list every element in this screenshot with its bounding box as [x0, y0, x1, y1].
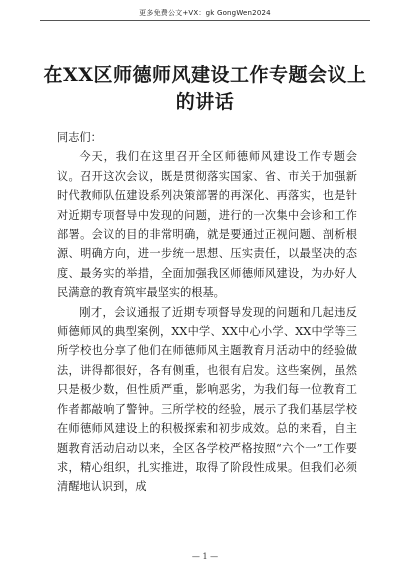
header-banner: 更多免费公文+VX：gk GongWen2024 [139, 9, 271, 17]
document-body [57, 128, 357, 497]
body-paragraph-1: 今天，我们在这里召开全区师德师风建设工作专题会议。召开这次会议，既是贯彻落实国家、省、市关于加强新时代教师队伍建设系列决策部署的再深化、再落实，也是针对近期专项督导中发现的问题，进行的一次集中会诊和工作部署。会议的目的非常明确，就是要通过正视问题、剖析根源、明确方向，进一步统一思想、压实责任，以最坚决的态度、最务实的举措，全面加强我区师德师风建设，为办好人民满意的教育筑牢最坚实的根基。 [57, 150, 357, 300]
page-number: — 1 — [191, 552, 219, 561]
body-paragraph-2: 刚才，会议通报了近期专项督导发现的问题和几起违反师德师风的典型案例，XX中学、XX中心小学、XX中学等三所学校也分享了他们在师德师风主题教育月活动中的经验做法，讲得都很好，各有侧重，也很有启发。这些案例，虽然只是极少数，但性质严重，影响恶劣，为我们每一位教育工作者都敲响了警钟。三所学校的经验，展示了我们基层学校在师德师风建设上的积极探索和初步成效。总的来看，自主题教育活动启动以来，全区各学校严格按照“六个一”工作要求，精心组织，扎实推进，取得了阶段性成果。但我们必须清醒地认识到，成 [57, 305, 357, 494]
header-divider [40, 20, 370, 21]
document-title: 在XX区师德师风建设工作专题会议上的讲话 [43, 64, 367, 113]
salutation: 同志们： [57, 131, 102, 144]
